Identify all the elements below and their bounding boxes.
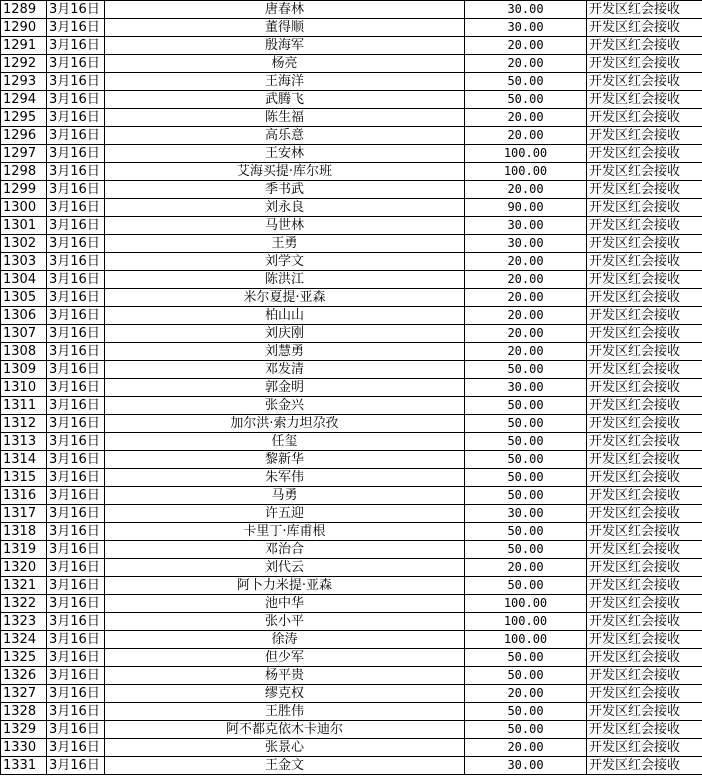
donor-name-cell: 任玺 xyxy=(105,433,465,451)
donation-amount-cell: 20.00 xyxy=(465,109,587,127)
receiver-cell: 开发区红会接收 xyxy=(587,559,702,577)
receiver-cell: 开发区红会接收 xyxy=(587,577,702,595)
row-number-cell: 1307 xyxy=(1,325,47,343)
row-number-cell: 1327 xyxy=(1,685,47,703)
donor-name-cell: 武腾飞 xyxy=(105,91,465,109)
donation-date-cell: 3月16日 xyxy=(47,379,105,397)
donation-amount-cell: 100.00 xyxy=(465,613,587,631)
receiver-cell: 开发区红会接收 xyxy=(587,271,702,289)
table-row xyxy=(1,199,702,217)
donor-name-cell: 阿不都克依木卡迪尔 xyxy=(105,721,465,739)
donation-date-cell: 3月16日 xyxy=(47,37,105,55)
donation-amount-cell: 20.00 xyxy=(465,55,587,73)
donation-amount-cell: 30.00 xyxy=(465,217,587,235)
receiver-cell: 开发区红会接收 xyxy=(587,91,702,109)
donor-name-cell: 池中华 xyxy=(105,595,465,613)
donation-date-cell: 3月16日 xyxy=(47,541,105,559)
donation-date-cell: 3月16日 xyxy=(47,163,105,181)
receiver-cell: 开发区红会接收 xyxy=(587,343,702,361)
donation-date-cell: 3月16日 xyxy=(47,1,105,19)
row-number-cell: 1331 xyxy=(1,757,47,775)
receiver-cell: 开发区红会接收 xyxy=(587,253,702,271)
table-row xyxy=(1,181,702,199)
donation-amount-cell: 20.00 xyxy=(465,325,587,343)
donation-amount-cell: 50.00 xyxy=(465,541,587,559)
donation-date-cell: 3月16日 xyxy=(47,343,105,361)
donation-date-cell: 3月16日 xyxy=(47,235,105,253)
table-row xyxy=(1,127,702,145)
donation-amount-cell: 50.00 xyxy=(465,577,587,595)
row-number-cell: 1306 xyxy=(1,307,47,325)
donor-name-cell: 郭金明 xyxy=(105,379,465,397)
table-row xyxy=(1,487,702,505)
donation-date-cell: 3月16日 xyxy=(47,145,105,163)
receiver-cell: 开发区红会接收 xyxy=(587,361,702,379)
donation-date-cell: 3月16日 xyxy=(47,253,105,271)
donation-date-cell: 3月16日 xyxy=(47,613,105,631)
table-row xyxy=(1,19,702,37)
table-row xyxy=(1,163,702,181)
donation-date-cell: 3月16日 xyxy=(47,469,105,487)
donation-date-cell: 3月16日 xyxy=(47,181,105,199)
donor-name-cell: 刘学文 xyxy=(105,253,465,271)
table-row xyxy=(1,253,702,271)
donation-date-cell: 3月16日 xyxy=(47,289,105,307)
row-number-cell: 1321 xyxy=(1,577,47,595)
donor-name-cell: 邓治合 xyxy=(105,541,465,559)
receiver-cell: 开发区红会接收 xyxy=(587,523,702,541)
row-number-cell: 1303 xyxy=(1,253,47,271)
table-row xyxy=(1,415,702,433)
row-number-cell: 1311 xyxy=(1,397,47,415)
donation-date-cell: 3月16日 xyxy=(47,91,105,109)
donation-amount-cell: 50.00 xyxy=(465,451,587,469)
row-number-cell: 1319 xyxy=(1,541,47,559)
receiver-cell: 开发区红会接收 xyxy=(587,415,702,433)
table-row xyxy=(1,37,702,55)
donation-date-cell: 3月16日 xyxy=(47,685,105,703)
donor-name-cell: 刘代云 xyxy=(105,559,465,577)
donation-date-cell: 3月16日 xyxy=(47,73,105,91)
donation-date-cell: 3月16日 xyxy=(47,361,105,379)
donor-name-cell: 殷海军 xyxy=(105,37,465,55)
donation-date-cell: 3月16日 xyxy=(47,505,105,523)
receiver-cell: 开发区红会接收 xyxy=(587,19,702,37)
donation-date-cell: 3月16日 xyxy=(47,721,105,739)
donor-name-cell: 阿卜力米提·亚森 xyxy=(105,577,465,595)
row-number-cell: 1322 xyxy=(1,595,47,613)
donor-name-cell: 陈生福 xyxy=(105,109,465,127)
donor-name-cell: 杨平贵 xyxy=(105,667,465,685)
donation-date-cell: 3月16日 xyxy=(47,667,105,685)
donation-amount-cell: 30.00 xyxy=(465,757,587,775)
table-row xyxy=(1,559,702,577)
table-row xyxy=(1,271,702,289)
donor-name-cell: 缪克权 xyxy=(105,685,465,703)
table-row xyxy=(1,217,702,235)
donation-amount-cell: 20.00 xyxy=(465,37,587,55)
donor-name-cell: 董得顺 xyxy=(105,19,465,37)
receiver-cell: 开发区红会接收 xyxy=(587,505,702,523)
receiver-cell: 开发区红会接收 xyxy=(587,307,702,325)
donation-date-cell: 3月16日 xyxy=(47,433,105,451)
table-row xyxy=(1,523,702,541)
row-number-cell: 1290 xyxy=(1,19,47,37)
receiver-cell: 开发区红会接收 xyxy=(587,685,702,703)
row-number-cell: 1302 xyxy=(1,235,47,253)
donation-date-cell: 3月16日 xyxy=(47,559,105,577)
receiver-cell: 开发区红会接收 xyxy=(587,631,702,649)
donation-date-cell: 3月16日 xyxy=(47,217,105,235)
receiver-cell: 开发区红会接收 xyxy=(587,109,702,127)
donation-amount-cell: 20.00 xyxy=(465,271,587,289)
table-row xyxy=(1,721,702,739)
donation-amount-cell: 50.00 xyxy=(465,361,587,379)
table-row xyxy=(1,667,702,685)
row-number-cell: 1312 xyxy=(1,415,47,433)
donation-amount-cell: 50.00 xyxy=(465,397,587,415)
donor-name-cell: 马世林 xyxy=(105,217,465,235)
row-number-cell: 1309 xyxy=(1,361,47,379)
donation-date-cell: 3月16日 xyxy=(47,757,105,775)
receiver-cell: 开发区红会接收 xyxy=(587,325,702,343)
donation-amount-cell: 90.00 xyxy=(465,199,587,217)
donation-date-cell: 3月16日 xyxy=(47,631,105,649)
receiver-cell: 开发区红会接收 xyxy=(587,703,702,721)
table-row xyxy=(1,451,702,469)
row-number-cell: 1320 xyxy=(1,559,47,577)
donation-amount-cell: 20.00 xyxy=(465,307,587,325)
donation-amount-cell: 30.00 xyxy=(465,1,587,19)
row-number-cell: 1297 xyxy=(1,145,47,163)
donation-date-cell: 3月16日 xyxy=(47,523,105,541)
donation-amount-cell: 50.00 xyxy=(465,487,587,505)
donor-name-cell: 加尔洪·索力坦尕孜 xyxy=(105,415,465,433)
donation-amount-cell: 50.00 xyxy=(465,433,587,451)
row-number-cell: 1316 xyxy=(1,487,47,505)
donor-name-cell: 但少军 xyxy=(105,649,465,667)
table-row xyxy=(1,379,702,397)
donor-name-cell: 王胜伟 xyxy=(105,703,465,721)
table-row xyxy=(1,307,702,325)
receiver-cell: 开发区红会接收 xyxy=(587,541,702,559)
donation-table-body xyxy=(1,1,702,775)
donation-date-cell: 3月16日 xyxy=(47,595,105,613)
donation-amount-cell: 20.00 xyxy=(465,253,587,271)
receiver-cell: 开发区红会接收 xyxy=(587,667,702,685)
table-row xyxy=(1,469,702,487)
donation-date-cell: 3月16日 xyxy=(47,55,105,73)
table-row xyxy=(1,757,702,775)
donation-amount-cell: 30.00 xyxy=(465,19,587,37)
row-number-cell: 1294 xyxy=(1,91,47,109)
donation-amount-cell: 100.00 xyxy=(465,163,587,181)
receiver-cell: 开发区红会接收 xyxy=(587,127,702,145)
donor-name-cell: 刘永良 xyxy=(105,199,465,217)
table-row xyxy=(1,109,702,127)
row-number-cell: 1310 xyxy=(1,379,47,397)
table-row xyxy=(1,649,702,667)
donation-amount-cell: 20.00 xyxy=(465,559,587,577)
row-number-cell: 1291 xyxy=(1,37,47,55)
donation-amount-cell: 50.00 xyxy=(465,649,587,667)
donation-amount-cell: 100.00 xyxy=(465,595,587,613)
donation-amount-cell: 100.00 xyxy=(465,145,587,163)
receiver-cell: 开发区红会接收 xyxy=(587,181,702,199)
row-number-cell: 1324 xyxy=(1,631,47,649)
receiver-cell: 开发区红会接收 xyxy=(587,55,702,73)
donor-name-cell: 张金兴 xyxy=(105,397,465,415)
donation-date-cell: 3月16日 xyxy=(47,127,105,145)
receiver-cell: 开发区红会接收 xyxy=(587,451,702,469)
donation-amount-cell: 30.00 xyxy=(465,505,587,523)
table-row xyxy=(1,289,702,307)
table-row xyxy=(1,433,702,451)
table-row xyxy=(1,595,702,613)
donor-name-cell: 刘庆刚 xyxy=(105,325,465,343)
donor-name-cell: 王金文 xyxy=(105,757,465,775)
donor-name-cell: 王勇 xyxy=(105,235,465,253)
table-row xyxy=(1,685,702,703)
donation-amount-cell: 50.00 xyxy=(465,91,587,109)
donation-date-cell: 3月16日 xyxy=(47,325,105,343)
donation-date-cell: 3月16日 xyxy=(47,649,105,667)
row-number-cell: 1330 xyxy=(1,739,47,757)
row-number-cell: 1314 xyxy=(1,451,47,469)
table-row xyxy=(1,631,702,649)
receiver-cell: 开发区红会接收 xyxy=(587,217,702,235)
table-row xyxy=(1,1,702,19)
row-number-cell: 1313 xyxy=(1,433,47,451)
receiver-cell: 开发区红会接收 xyxy=(587,145,702,163)
receiver-cell: 开发区红会接收 xyxy=(587,613,702,631)
receiver-cell: 开发区红会接收 xyxy=(587,595,702,613)
donor-name-cell: 陈洪江 xyxy=(105,271,465,289)
row-number-cell: 1318 xyxy=(1,523,47,541)
receiver-cell: 开发区红会接收 xyxy=(587,235,702,253)
donation-date-cell: 3月16日 xyxy=(47,307,105,325)
donation-date-cell: 3月16日 xyxy=(47,739,105,757)
donor-name-cell: 卡里丁·库甫根 xyxy=(105,523,465,541)
row-number-cell: 1304 xyxy=(1,271,47,289)
donation-amount-cell: 20.00 xyxy=(465,181,587,199)
donation-amount-cell: 50.00 xyxy=(465,523,587,541)
table-row xyxy=(1,361,702,379)
row-number-cell: 1300 xyxy=(1,199,47,217)
receiver-cell: 开发区红会接收 xyxy=(587,739,702,757)
receiver-cell: 开发区红会接收 xyxy=(587,433,702,451)
donor-name-cell: 徐涛 xyxy=(105,631,465,649)
row-number-cell: 1296 xyxy=(1,127,47,145)
donation-amount-cell: 50.00 xyxy=(465,667,587,685)
receiver-cell: 开发区红会接收 xyxy=(587,379,702,397)
row-number-cell: 1315 xyxy=(1,469,47,487)
receiver-cell: 开发区红会接收 xyxy=(587,649,702,667)
table-row xyxy=(1,577,702,595)
receiver-cell: 开发区红会接收 xyxy=(587,289,702,307)
row-number-cell: 1323 xyxy=(1,613,47,631)
row-number-cell: 1328 xyxy=(1,703,47,721)
table-row xyxy=(1,397,702,415)
donor-name-cell: 刘慧勇 xyxy=(105,343,465,361)
donation-date-cell: 3月16日 xyxy=(47,577,105,595)
donor-name-cell: 王安林 xyxy=(105,145,465,163)
row-number-cell: 1305 xyxy=(1,289,47,307)
donation-date-cell: 3月16日 xyxy=(47,271,105,289)
row-number-cell: 1317 xyxy=(1,505,47,523)
donor-name-cell: 唐春林 xyxy=(105,1,465,19)
donation-amount-cell: 20.00 xyxy=(465,289,587,307)
donation-amount-cell: 100.00 xyxy=(465,631,587,649)
receiver-cell: 开发区红会接收 xyxy=(587,721,702,739)
donation-amount-cell: 50.00 xyxy=(465,703,587,721)
table-row xyxy=(1,703,702,721)
table-row xyxy=(1,73,702,91)
row-number-cell: 1301 xyxy=(1,217,47,235)
row-number-cell: 1298 xyxy=(1,163,47,181)
donation-amount-cell: 20.00 xyxy=(465,739,587,757)
receiver-cell: 开发区红会接收 xyxy=(587,469,702,487)
row-number-cell: 1295 xyxy=(1,109,47,127)
receiver-cell: 开发区红会接收 xyxy=(587,1,702,19)
table-row xyxy=(1,505,702,523)
row-number-cell: 1289 xyxy=(1,1,47,19)
donation-amount-cell: 50.00 xyxy=(465,721,587,739)
donor-name-cell: 马勇 xyxy=(105,487,465,505)
donation-amount-cell: 30.00 xyxy=(465,379,587,397)
donor-name-cell: 王海洋 xyxy=(105,73,465,91)
receiver-cell: 开发区红会接收 xyxy=(587,163,702,181)
table-row xyxy=(1,613,702,631)
row-number-cell: 1329 xyxy=(1,721,47,739)
receiver-cell: 开发区红会接收 xyxy=(587,199,702,217)
row-number-cell: 1299 xyxy=(1,181,47,199)
table-row xyxy=(1,235,702,253)
row-number-cell: 1292 xyxy=(1,55,47,73)
table-row xyxy=(1,145,702,163)
donor-name-cell: 朱军伟 xyxy=(105,469,465,487)
receiver-cell: 开发区红会接收 xyxy=(587,757,702,775)
table-row xyxy=(1,739,702,757)
receiver-cell: 开发区红会接收 xyxy=(587,487,702,505)
donation-date-cell: 3月16日 xyxy=(47,451,105,469)
donation-amount-cell: 20.00 xyxy=(465,343,587,361)
table-row xyxy=(1,343,702,361)
donor-name-cell: 黎新华 xyxy=(105,451,465,469)
donation-amount-cell: 50.00 xyxy=(465,415,587,433)
donation-date-cell: 3月16日 xyxy=(47,415,105,433)
donor-name-cell: 张景心 xyxy=(105,739,465,757)
donor-name-cell: 季书武 xyxy=(105,181,465,199)
donor-name-cell: 邓发清 xyxy=(105,361,465,379)
receiver-cell: 开发区红会接收 xyxy=(587,397,702,415)
receiver-cell: 开发区红会接收 xyxy=(587,73,702,91)
donation-date-cell: 3月16日 xyxy=(47,703,105,721)
table-row xyxy=(1,55,702,73)
row-number-cell: 1325 xyxy=(1,649,47,667)
donation-amount-cell: 30.00 xyxy=(465,235,587,253)
donation-amount-cell: 50.00 xyxy=(465,73,587,91)
table-row xyxy=(1,91,702,109)
donor-name-cell: 高乐意 xyxy=(105,127,465,145)
donor-name-cell: 柏山山 xyxy=(105,307,465,325)
donation-date-cell: 3月16日 xyxy=(47,397,105,415)
donation-date-cell: 3月16日 xyxy=(47,487,105,505)
donation-amount-cell: 50.00 xyxy=(465,469,587,487)
donation-date-cell: 3月16日 xyxy=(47,109,105,127)
donor-name-cell: 杨亮 xyxy=(105,55,465,73)
donor-name-cell: 艾海买提·库尔班 xyxy=(105,163,465,181)
donor-name-cell: 米尔夏提·亚森 xyxy=(105,289,465,307)
donation-date-cell: 3月16日 xyxy=(47,19,105,37)
row-number-cell: 1293 xyxy=(1,73,47,91)
table-row xyxy=(1,325,702,343)
donor-name-cell: 张小平 xyxy=(105,613,465,631)
table-row xyxy=(1,541,702,559)
donor-name-cell: 许五迎 xyxy=(105,505,465,523)
receiver-cell: 开发区红会接收 xyxy=(587,37,702,55)
donation-amount-cell: 20.00 xyxy=(465,685,587,703)
row-number-cell: 1308 xyxy=(1,343,47,361)
donation-date-cell: 3月16日 xyxy=(47,199,105,217)
row-number-cell: 1326 xyxy=(1,667,47,685)
donation-amount-cell: 20.00 xyxy=(465,127,587,145)
